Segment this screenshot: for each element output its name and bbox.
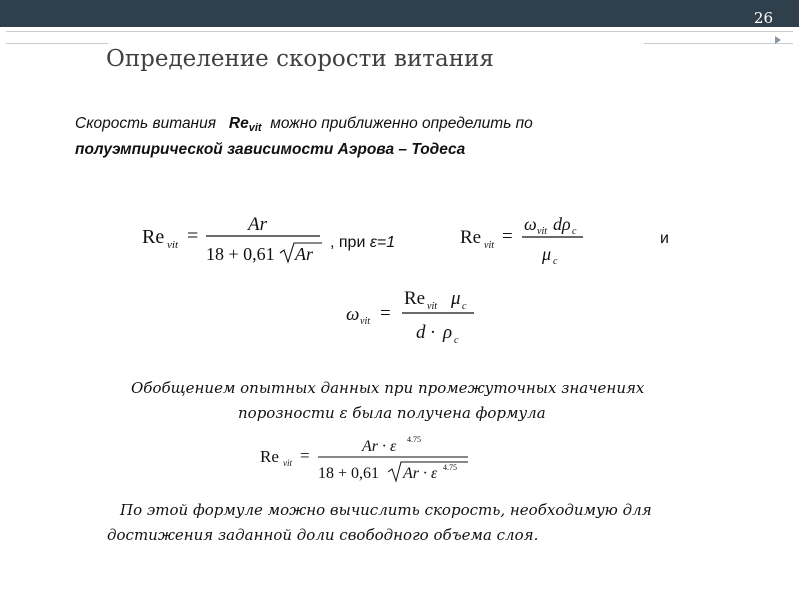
f3-den-rho: ρ (443, 322, 453, 343)
f2-eq: = (502, 226, 513, 247)
f3-den-d: d · (416, 322, 435, 343)
f1-num: Ar (248, 214, 267, 235)
cond-var: ε (369, 234, 377, 251)
f2-den-mu-sub: c (553, 256, 558, 267)
arrow-marker-icon (775, 36, 781, 44)
f1-lhs-sub: vit (167, 239, 178, 251)
intro-line1-b: можно приближенно определить по (270, 115, 533, 132)
f4-den-a: 18 + 0,61 (318, 465, 380, 482)
f4-lhs-sub: vit (283, 458, 292, 468)
formula-re-vit-definition (458, 208, 598, 270)
para2-line-2: порозности ε была получена формула (238, 404, 546, 422)
f4-den-rad: Ar · ε (403, 465, 438, 482)
f1-lhs: Re (142, 226, 165, 248)
f2-lhs-sub: vit (484, 240, 494, 251)
formula-re-vit-aerov (140, 205, 330, 269)
condition-text (330, 234, 395, 252)
f2-num-w: ω (524, 214, 537, 234)
intro-line-2: полуэмпирической зависимости Аэрова – Тодеса (75, 141, 466, 158)
f2-num-d: d (553, 214, 562, 234)
f4-eq: = (300, 446, 310, 465)
conjunction: и (660, 230, 669, 247)
f3-num-re: Re (404, 288, 426, 309)
f2-lhs: Re (460, 227, 482, 248)
intro-line-1 (75, 113, 533, 139)
f4-den-exp: 4.75 (443, 463, 457, 472)
f2-num-rho-sub: c (572, 226, 577, 237)
slide-number: 26 (753, 9, 773, 27)
intro-paragraph (75, 113, 533, 161)
formula-omega-vit (344, 282, 484, 348)
f3-eq: = (380, 303, 391, 324)
formula-re-vit-porosity (258, 432, 478, 490)
intro-line1-a: Скорость витания (75, 115, 216, 132)
f3-den-rho-sub: c (454, 335, 459, 346)
f3-num-mu: μ (451, 288, 461, 309)
top-bar (0, 0, 799, 27)
f2-den-mu: μ (542, 244, 552, 264)
f3-num-re-sub: vit (427, 301, 437, 312)
f2-num-rho: ρ (562, 214, 571, 234)
f1-den-a: 18 + 0,61 (206, 244, 275, 264)
f4-lhs: Re (260, 447, 279, 466)
header-rule-top (6, 31, 793, 32)
slide-title: Определение скорости витания (106, 46, 494, 72)
cond-val: =1 (376, 234, 396, 251)
f3-lhs: ω (346, 304, 360, 325)
f4-num-a: Ar · ε (362, 438, 397, 455)
f3-lhs-sub: vit (360, 316, 370, 327)
cond-prefix: , при (330, 234, 366, 251)
intro-re-sub: vit (248, 122, 262, 134)
para3-line-2: достижения заданной доли свободного объема слоя. (107, 526, 539, 544)
para3-line-1: По этой формуле можно вычислить скорость, необходимую для (120, 501, 652, 519)
f2-num-w-sub: vit (537, 226, 547, 237)
f1-eq: = (187, 225, 199, 247)
f3-num-mu-sub: c (462, 301, 467, 312)
intro-re: Re (228, 115, 249, 132)
f1-den-rad: Ar (295, 244, 313, 264)
para2-line-1: Обобщением опытных данных при промежуточных значениях (131, 379, 645, 397)
f4-num-exp: 4.75 (407, 435, 421, 444)
